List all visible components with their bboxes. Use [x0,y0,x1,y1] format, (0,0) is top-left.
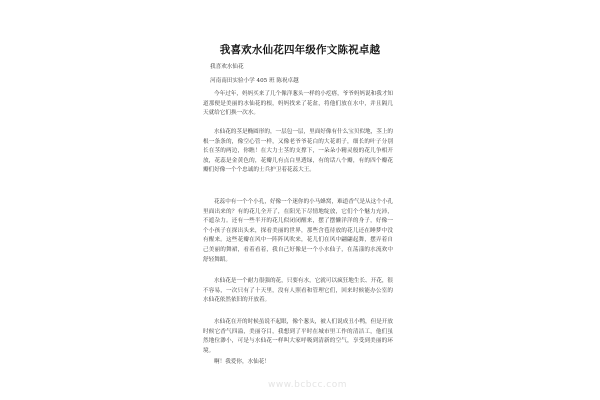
paragraph-3: 花蕊中有一个个小孔，好像一个迷你的小马蜂窝，难道香气是从这个小孔里面出来的？有的花儿全开了，在阳光下尽情地绽放，它们个个魅力充沛，不遮杂力。还有一些半开的花儿似闭闭醒来，摆了摆懒洋洋的身子，好像一个小孩子在探出头来，探看美丽的世界，那些含苞待放的花儿还在睡梦中没有醒来。这些花瓣在风中一阵阵风吹来，花儿们在风中翩翩起舞，摆弄着自己美丽的舞裙，看着看着，我自己好像是一个小水仙子，在荡漾的水流欢中舒轻舞蹈。 [203,199,394,263]
paragraph-6: 啊！我爱你，水仙花！ [214,359,270,365]
paragraph-2: 水仙花的茎是椭圆形的，一层包一层，里面好像有什么宝贝似地，茎上的根一条条的，像空心管一样，又像老爷爷花白的大花胡子，细长的叶子分别长在茎的两边，你瞧！在大力士茎的支撑下，一朵朵小精灵般的花儿争相开放，花蕊是金黄色的，花瓣儿有点白里透绿，有的话八个瓣，有的四个瓣花瓣们好像一个个忠诚的士兵护卫着花蕊大王。 [203,129,394,174]
document-title: 我喜欢水仙花四年级作文陈祝卓越 [219,44,381,56]
paragraph-4: 水仙花是一个耐力很强的花，只要有水，它就可以疯狂地生长、开花，很不容易，一次只有了十天里，没有人照看和管理它们，回来时候能办公室的水仙花依然依旧的开放着。 [203,278,394,304]
essay-heading: 我喜欢水仙花 [210,64,244,70]
paragraph-5: 水仙花在开的时候虽说不起眼，像个葱头，被人们说成丑小鸭，但是开放时候它香气四溢，美丽夺目，我想到了平时在城市里工作的清洁工，他们虽然地位渺小，可是与水仙花一样叫大家呼吸到清新的空气，享受到美丽的环境。 [203,319,394,354]
essay-byline: 河南南田实验小学 405 班 陈祝卓越 [210,78,299,84]
site-watermark: www.bcbcc.com [268,380,347,390]
paragraph-1: 今年过年，妈妈买来了几个像洋葱头一样的小疙瘩，爷爷妈妈说和我才知道那便是美丽的水仙花的根，妈妈找来了花盆，将他们放在水中，并且隔几天就给它们换一次水。 [203,91,394,117]
